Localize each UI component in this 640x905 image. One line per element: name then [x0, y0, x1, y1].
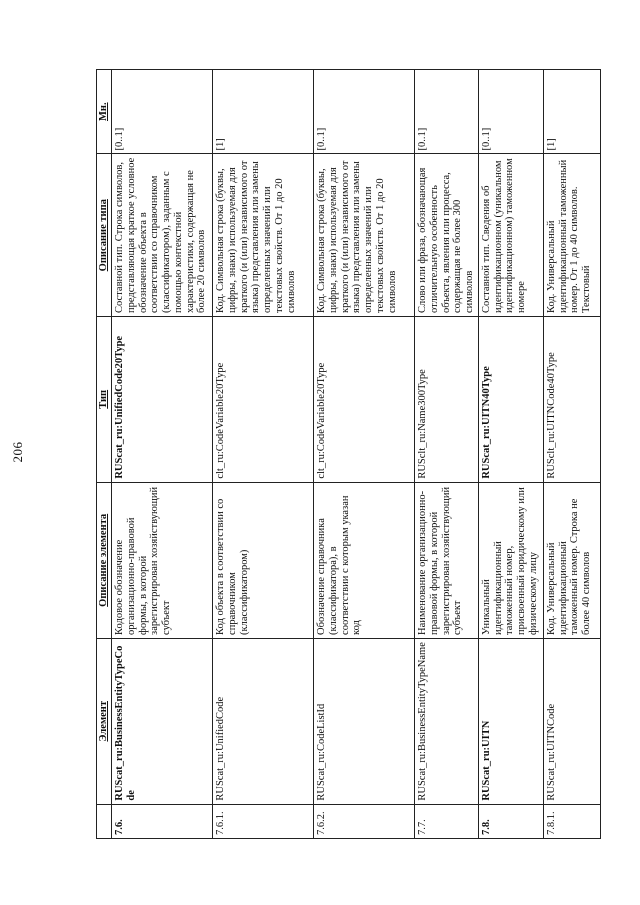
- type-description: Код. Универсальный идентификационный таможенный номер. От 1 до 40 символов. Текстовый: [543, 154, 600, 317]
- row-number: 7.8.: [478, 804, 543, 838]
- type-name: RUSclt_ru:Name300Type: [415, 316, 479, 482]
- header-element-desc: Описание элемента: [97, 482, 112, 638]
- page-number: 206: [10, 441, 25, 463]
- row-number: 7.8.1.: [543, 804, 600, 838]
- multiplicity: [0..1]: [415, 70, 479, 154]
- row-number: 7.6.1.: [213, 804, 314, 838]
- multiplicity: [1]: [213, 70, 314, 154]
- table-row: [112, 70, 213, 839]
- type-name: clt_ru:CodeVariable20Type: [314, 316, 415, 482]
- element-description: Код объекта в соответствии со справочником (классификатором): [213, 482, 314, 638]
- header-num: [97, 804, 112, 838]
- multiplicity: [0..1]: [314, 70, 415, 154]
- multiplicity: [1]: [543, 70, 600, 154]
- table-row: [543, 70, 600, 839]
- type-name: RUScat_ru:UITN40Type: [478, 316, 543, 482]
- table-row: [478, 70, 543, 839]
- multiplicity: [0..1]: [478, 70, 543, 154]
- multiplicity: [0..1]: [112, 70, 213, 154]
- element-name: RUScat_ru:UnifiedCode: [213, 638, 314, 804]
- table-row: [415, 70, 479, 839]
- element-description: Обозначение справочника (классификатора), в соответствии с которым указан код: [314, 482, 415, 638]
- element-name: RUScat_ru:UITN: [478, 638, 543, 804]
- row-number: 7.6.: [112, 804, 213, 838]
- type-description: Составной тип. Строка символов, представляющая краткое условное обозначение объекта в соответствии со справочником (классификатором), заданным с помощью контекстной характеристики, содержащая не более 20 символов: [112, 154, 213, 317]
- header-multiplicity: Мн.: [97, 70, 112, 154]
- element-spec-table: [96, 69, 601, 839]
- element-name: RUScat_ru:BusinessEntityTypeName: [415, 638, 479, 804]
- table-row: [314, 70, 415, 839]
- header-type-desc: Описание типа: [97, 154, 112, 317]
- row-number: 7.7.: [415, 804, 479, 838]
- document-table-frame: [96, 69, 592, 839]
- element-description: Наименование организационно-правовой формы, в которой зарегистрирован хозяйствующий субъект: [415, 482, 479, 638]
- header-type: Тип: [97, 316, 112, 482]
- type-description: Код. Символьная строка (буквы, цифры, знаки) используемая для краткого (и (или) независимого от языка) представления или замены определенных значений или текстовых свойств. От 1 до 20 символов: [314, 154, 415, 317]
- row-number: 7.6.2.: [314, 804, 415, 838]
- type-name: clt_ru:CodeVariable20Type: [213, 316, 314, 482]
- table-header-row: [97, 70, 112, 839]
- element-description: Кодовое обозначение организационно-правовой формы, в которой зарегистрирован хозяйствующий субъект: [112, 482, 213, 638]
- type-name: RUSclt_ru:UITNCode40Type: [543, 316, 600, 482]
- element-description: Код. Универсальный идентификационный таможенный номер. Строка не более 40 символов: [543, 482, 600, 638]
- element-description: Уникальный идентификационный таможенный номер, присвоенный юридическому или физическому лицу: [478, 482, 543, 638]
- table-row: [213, 70, 314, 839]
- type-description: Слово или фраза, обозначающая отличительную особенность объекта, явления или процесса, содержащая не более 300 символов: [415, 154, 479, 317]
- element-name: RUScat_ru:CodeListId: [314, 638, 415, 804]
- element-name: RUScat_ru:BusinessEntityTypeCode: [112, 638, 213, 804]
- type-name: RUScat_ru:UnifiedCode20Type: [112, 316, 213, 482]
- type-description: Код. Символьная строка (буквы, цифры, знаки) используемая для краткого (и (или) независимого от языка) представления или замены определенных значений или текстовых свойств. От 1 до 20 символов: [213, 154, 314, 317]
- type-description: Составной тип. Сведения об идентификационном (уникальном идентификационном) таможенном номере: [478, 154, 543, 317]
- element-name: RUScat_ru:UITNCode: [543, 638, 600, 804]
- header-element: Элемент: [97, 638, 112, 804]
